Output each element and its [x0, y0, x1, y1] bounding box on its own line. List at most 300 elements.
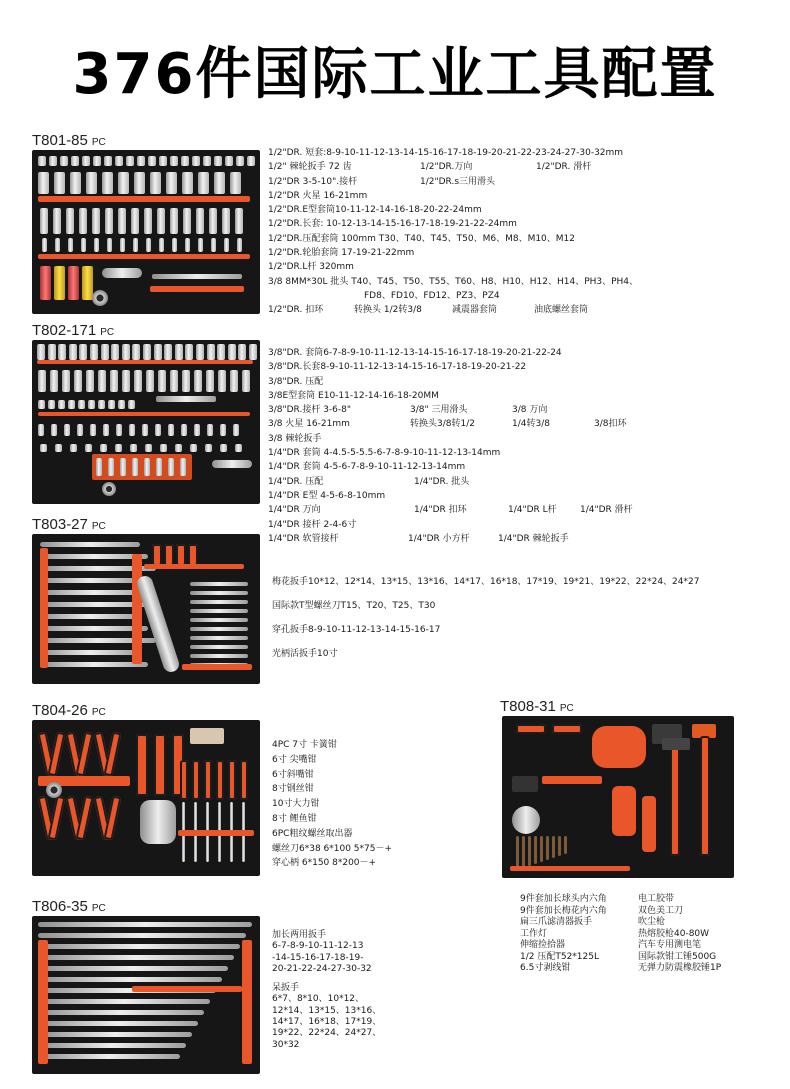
combination-wrench — [40, 542, 140, 547]
tool-tray-image-t804 — [32, 720, 260, 876]
bit — [132, 458, 138, 476]
long-socket — [105, 208, 113, 234]
short-socket — [225, 156, 233, 166]
deep-socket — [70, 172, 81, 194]
wrench-rail — [38, 940, 48, 1064]
socket — [69, 344, 77, 360]
combination-wrench — [40, 578, 140, 583]
spec-line: 梅花扳手10*12、12*14、13*15、13*16、14*17、16*18、17*19、19*21、19*22、22*24、24*27 — [272, 577, 700, 587]
spec-line: 9件套加长梅花内六角 — [520, 905, 607, 916]
combination-wrench — [38, 1010, 204, 1015]
socket — [122, 344, 130, 360]
long-socket — [131, 208, 139, 234]
spec-list-t808-col1 — [520, 894, 607, 975]
section-code: T808-31 — [500, 698, 556, 715]
spec-line: 电工胶带 — [638, 894, 675, 904]
spec-line: 1/4"DR E型 4-5-6-8-10mm — [268, 490, 386, 501]
deep-socket — [218, 370, 226, 392]
small-socket — [68, 400, 75, 409]
small-socket — [48, 400, 55, 409]
socket — [238, 344, 246, 360]
spec-line: 3/8 棘轮扳手 — [268, 433, 322, 444]
hex-key — [540, 836, 543, 862]
bit — [142, 424, 148, 436]
breaker-bar — [152, 274, 242, 279]
short-socket — [137, 156, 145, 166]
spec-line: 8寸 鲤鱼钳 — [272, 813, 317, 824]
deep-socket — [146, 370, 154, 392]
logo-badge — [46, 782, 62, 798]
mini-socket — [175, 444, 182, 452]
bit — [116, 424, 122, 436]
combination-wrench — [38, 1032, 192, 1037]
bit — [90, 424, 96, 436]
short-socket — [38, 156, 46, 166]
section-header-t801 — [32, 132, 106, 149]
small-socket — [98, 400, 105, 409]
screwdriver-handle — [228, 760, 236, 800]
spec-line: 6-7-8-9-10-11-12-13 — [272, 941, 364, 952]
impact-socket — [40, 266, 51, 300]
short-socket — [49, 156, 57, 166]
socket — [196, 344, 204, 360]
wrench-rail — [40, 548, 48, 668]
short-socket — [214, 156, 222, 166]
t-handle-driver — [188, 544, 198, 566]
small-socket — [128, 400, 135, 409]
punch-wrench — [190, 582, 248, 586]
bit-socket — [42, 238, 47, 252]
hex-key — [534, 836, 537, 864]
spec-line: 3/8 8MM*30L 批头 T40、T45、T50、T55、T60、H8、H10、H12、H14、PH3、PH4、 — [268, 276, 639, 287]
punch-wrench — [190, 636, 248, 640]
spec-line: 1/2"DR. 扣环 转换头 1/2转3/8 减震器套筒 油底螺丝套筒 — [268, 305, 589, 316]
deep-socket — [86, 370, 94, 392]
section-header-t808 — [500, 698, 574, 715]
bit — [77, 424, 83, 436]
mini-socket — [220, 444, 227, 452]
small-socket — [58, 400, 65, 409]
socket — [48, 344, 56, 360]
section-header-t804 — [32, 702, 106, 719]
short-socket — [71, 156, 79, 166]
hex-key — [528, 836, 531, 866]
bit — [64, 424, 70, 436]
spec-line: 6PC粗纹螺丝取出器 — [272, 828, 353, 839]
deep-socket — [38, 370, 46, 392]
deep-socket — [134, 370, 142, 392]
combination-wrench — [38, 922, 252, 927]
long-socket — [183, 208, 191, 234]
combination-wrench — [38, 1021, 198, 1026]
deep-socket — [98, 370, 106, 392]
hex-key — [564, 836, 567, 854]
bit — [103, 424, 109, 436]
spec-list-t806 — [272, 930, 381, 1051]
extension-bar — [156, 396, 216, 402]
spec-line: 国际款T型螺丝刀T15、T20、T25、T30 — [272, 601, 436, 611]
spec-line: 吹尘枪 — [638, 917, 666, 927]
tool-tray-image-t801 — [32, 150, 260, 314]
long-socket — [235, 208, 243, 234]
tool-rail — [150, 286, 244, 292]
spec-line: -14-15-16-17-18-19- — [272, 952, 364, 963]
screwdriver-handle — [204, 760, 212, 800]
socket — [132, 344, 140, 360]
logo-badge — [102, 482, 116, 496]
hammer-head — [662, 738, 690, 750]
hex-key — [546, 836, 549, 860]
long-socket — [66, 208, 74, 234]
short-socket — [60, 156, 68, 166]
spec-line: 螺丝刀6*38 6*100 5*75－+ — [272, 843, 393, 854]
voltage-tester — [642, 796, 656, 852]
long-socket — [92, 208, 100, 234]
bit-socket — [94, 238, 99, 252]
spec-line: 6寸 尖嘴钳 — [272, 754, 317, 765]
deep-socket — [230, 172, 241, 194]
wrench-rail — [132, 554, 142, 664]
socket — [154, 344, 162, 360]
bit — [96, 458, 102, 476]
punch-wrench — [190, 609, 248, 613]
locking-plier — [140, 800, 176, 844]
bit-socket — [185, 238, 190, 252]
mini-socket — [130, 444, 137, 452]
spec-line: 6*7、8*10、10*12、 — [272, 994, 365, 1005]
combination-wrench — [40, 614, 140, 619]
tool-rail — [510, 866, 630, 871]
bit — [168, 424, 174, 436]
bit — [155, 424, 161, 436]
spec-line: 1/2"DR 火星 16-21mm — [268, 190, 368, 201]
long-socket — [53, 208, 61, 234]
section-code: T804-26 — [32, 702, 88, 719]
socket-rail — [37, 360, 253, 364]
impact-socket — [68, 266, 79, 300]
bit — [233, 424, 239, 436]
driver-rail — [178, 830, 254, 836]
spec-line: 1/4"DR 套筒 4-4.5-5-5.5-6-7-8-9-10-11-12-13-14mm — [268, 448, 501, 459]
socket — [37, 344, 45, 360]
tool-rail — [182, 664, 252, 670]
tool-tray-image-t806 — [32, 916, 260, 1074]
deep-socket — [166, 172, 177, 194]
deep-socket — [134, 172, 145, 194]
combination-wrench — [38, 944, 240, 949]
short-socket — [126, 156, 134, 166]
socket — [111, 344, 119, 360]
deep-socket — [198, 172, 209, 194]
bit — [129, 424, 135, 436]
punch-wrench — [190, 645, 248, 649]
mini-socket — [205, 444, 212, 452]
small-socket — [118, 400, 125, 409]
bit-socket — [68, 238, 73, 252]
deep-socket — [54, 172, 65, 194]
extractor-set — [190, 728, 224, 744]
hex-key — [522, 836, 525, 868]
spec-line: 19*22、22*24、24*27、 — [272, 1028, 382, 1039]
section-unit: PC — [100, 327, 115, 338]
deep-socket — [242, 370, 250, 392]
deep-socket — [194, 370, 202, 392]
short-socket — [82, 156, 90, 166]
spec-line: 3/8E型套筒 E10-11-12-14-16-18-20MM — [268, 390, 439, 401]
long-socket — [40, 208, 48, 234]
short-socket — [115, 156, 123, 166]
spec-line: 3/8"DR. 压配 — [268, 376, 324, 387]
punch-wrench — [190, 618, 248, 622]
deep-socket — [86, 172, 97, 194]
spec-list-t804 — [272, 738, 392, 871]
bit-socket — [133, 238, 138, 252]
bit-socket — [224, 238, 229, 252]
bit — [181, 424, 187, 436]
spec-line: 30*32 — [272, 1039, 300, 1050]
short-socket — [104, 156, 112, 166]
bit-holder — [92, 454, 192, 480]
combination-wrench — [38, 966, 228, 971]
spec-line: 穿孔扳手8-9-10-11-12-13-14-15-16-17 — [272, 625, 441, 635]
hex-key — [516, 836, 519, 870]
long-socket — [118, 208, 126, 234]
spec-line: 1/2"DR.E型套筒10-11-12-14-16-18-20-22-24mm — [268, 205, 482, 216]
t-handle-driver — [176, 544, 186, 566]
socket — [58, 344, 66, 360]
long-socket — [157, 208, 165, 234]
blow-gun — [612, 786, 636, 836]
socket — [175, 344, 183, 360]
deep-socket — [50, 370, 58, 392]
socket — [207, 344, 215, 360]
punch-wrench — [190, 627, 248, 631]
combination-wrench — [38, 977, 222, 982]
combination-wrench — [38, 999, 210, 1004]
spec-line: 9件套加长球头内六角 — [520, 894, 607, 904]
combination-wrench — [38, 1043, 186, 1048]
screwdriver-handle — [192, 760, 200, 800]
bit — [108, 458, 114, 476]
long-socket — [144, 208, 152, 234]
spec-line: 工作灯 — [520, 928, 548, 939]
long-socket — [170, 208, 178, 234]
mini-socket — [70, 444, 77, 452]
short-socket — [192, 156, 200, 166]
wire-stripper — [552, 724, 582, 734]
deep-socket — [118, 172, 129, 194]
bit-socket — [211, 238, 216, 252]
socket-rail — [38, 412, 250, 416]
tool-rail — [542, 776, 602, 784]
spec-line: 3/8"DR. 套筒6-7-8-9-10-11-12-13-14-15-16-17-18-19-20-21-22-24 — [268, 348, 562, 358]
section-code: T803-27 — [32, 516, 88, 533]
screwdriver-handle — [240, 760, 248, 800]
mallet-handle — [700, 736, 710, 856]
spec-line: FD8、FD10、FD12、PZ3、PZ4 — [364, 290, 500, 301]
spec-line: 3/8"DR.长套8-9-10-11-12-13-14-15-16-17-18-19-20-21-22 — [268, 362, 527, 373]
bit-socket — [172, 238, 177, 252]
short-socket — [181, 156, 189, 166]
section-unit: PC — [91, 903, 106, 914]
small-socket — [108, 400, 115, 409]
section-unit: PC — [91, 137, 106, 148]
deep-socket — [122, 370, 130, 392]
t-handle-driver — [164, 544, 174, 566]
deep-socket — [110, 370, 118, 392]
spec-line: 10寸大力钳 — [272, 799, 320, 810]
spec-line: 双色美工刀 — [638, 905, 684, 916]
spec-line: 6.5寸剥线钳 — [520, 963, 571, 973]
socket — [143, 344, 151, 360]
bit — [220, 424, 226, 436]
mini-socket — [160, 444, 167, 452]
spec-line: 4PC 7寸 卡簧钳 — [272, 740, 337, 750]
ratchet-wrench — [212, 460, 252, 468]
spec-line: 伸缩捡拾器 — [520, 940, 566, 950]
socket — [90, 344, 98, 360]
long-socket — [196, 208, 204, 234]
deep-socket — [158, 370, 166, 392]
deep-socket — [102, 172, 113, 194]
section-code: T801-85 — [32, 132, 88, 149]
page-title: 376件国际工业工具配置 — [72, 42, 718, 107]
spec-list-t802 — [268, 346, 633, 546]
bit-socket — [198, 238, 203, 252]
combination-wrench — [38, 1054, 180, 1059]
short-socket — [203, 156, 211, 166]
small-socket — [38, 400, 45, 409]
socket-rail — [38, 196, 250, 202]
socket — [217, 344, 225, 360]
bit-socket — [146, 238, 151, 252]
bit — [180, 458, 186, 476]
spec-line: 1/2"DR. 短套:8-9-10-11-12-13-14-15-16-17-18-19-20-21-22-23-24-27-30-32mm — [268, 148, 624, 158]
spec-line: 1/2"DR.轮胎套筒 17-19-21-22mm — [268, 248, 415, 259]
spec-list-t803 — [272, 570, 699, 666]
combination-wrench — [38, 955, 234, 960]
bit-socket — [237, 238, 242, 252]
mini-socket — [235, 444, 242, 452]
screwdriver-handle — [180, 760, 188, 800]
section-unit: PC — [91, 521, 106, 532]
hex-key — [558, 836, 561, 856]
punch-wrench — [190, 654, 248, 658]
spec-line: 1/4"DR 万向 1/4"DR 扣环 1/4"DR L杆 1/4"DR 滑杆 — [268, 505, 633, 516]
mini-socket — [85, 444, 92, 452]
spec-line: 无弹力防震橡胶锤1P — [638, 963, 722, 973]
mini-socket — [40, 444, 47, 452]
deep-socket — [74, 370, 82, 392]
spec-line: 呆扳手 — [272, 983, 300, 994]
short-socket — [236, 156, 244, 166]
section-code: T806-35 — [32, 898, 88, 915]
deep-socket — [230, 370, 238, 392]
deep-socket — [170, 370, 178, 392]
mini-socket — [190, 444, 197, 452]
small-socket — [88, 400, 95, 409]
socket — [164, 344, 172, 360]
spec-line: 加长两用扳手 — [272, 930, 327, 940]
spec-line: 1/2 压配T52*125L — [520, 951, 599, 962]
tool-tray-image-t808 — [502, 716, 734, 878]
bit — [144, 458, 150, 476]
bit-socket — [159, 238, 164, 252]
section-unit: PC — [559, 703, 574, 714]
section-header-t806 — [32, 898, 106, 915]
short-socket — [148, 156, 156, 166]
bit — [168, 458, 174, 476]
filter-wrench — [512, 806, 540, 834]
deep-socket — [182, 172, 193, 194]
tool-tray-image-t803 — [32, 534, 260, 684]
long-socket — [209, 208, 217, 234]
spec-line: 1/2" 棘轮扳手 72 齿 1/2"DR.万向 1/2"DR. 滑杆 — [268, 162, 592, 173]
bit — [51, 424, 57, 436]
t-handle-driver — [152, 544, 162, 566]
spec-line: 扁三爪滤清器扳手 — [520, 917, 593, 927]
spec-line: 1/4"DR 套筒 4-5-6-7-8-9-10-11-12-13-14mm — [268, 462, 466, 473]
section-header-t803 — [32, 516, 106, 533]
spec-line — [272, 975, 381, 983]
glue-gun — [592, 726, 646, 768]
spec-line: 3/8 火星 16-21mm 转换头3/8转1/2 1/4转3/8 3/8扣环 — [268, 419, 627, 430]
combination-wrench — [40, 650, 140, 655]
spec-line: 穿心柄 6*150 8*200－+ — [272, 858, 377, 869]
short-socket — [93, 156, 101, 166]
socket — [185, 344, 193, 360]
spec-line: 汽车专用测电笔 — [638, 940, 702, 950]
bit — [38, 424, 44, 436]
long-socket — [222, 208, 230, 234]
spec-list-t801 — [268, 146, 638, 318]
spec-line: 14*17、16*18、17*19、 — [272, 1017, 382, 1028]
short-socket — [247, 156, 255, 166]
bit-socket — [81, 238, 86, 252]
large-plier — [136, 734, 148, 796]
spec-line: 8寸钢丝钳 — [272, 784, 314, 795]
spec-line: 1/2"DR.L杆 320mm — [268, 262, 354, 273]
spec-line: 热熔胶枪40-80W — [638, 928, 710, 939]
hex-key — [552, 836, 555, 858]
short-socket — [159, 156, 167, 166]
bit — [207, 424, 213, 436]
spec-line: 国际款钳工锤500G — [638, 951, 717, 962]
socket — [249, 344, 257, 360]
deep-socket — [206, 370, 214, 392]
socket — [79, 344, 87, 360]
section-unit: PC — [91, 707, 106, 718]
bit-socket — [120, 238, 125, 252]
punch-wrench — [190, 600, 248, 604]
spec-line: 1/4"DR 接杆 2-4-6寸 — [268, 519, 357, 530]
wrench-rail — [132, 986, 242, 992]
spec-line: 12*14、13*15、13*16、 — [272, 1005, 382, 1016]
spec-line: 1/4"DR. 压配 1/4"DR. 批头 — [268, 476, 470, 487]
deep-socket — [150, 172, 161, 194]
wrench-rail — [242, 940, 252, 1064]
bit — [156, 458, 162, 476]
socket — [101, 344, 109, 360]
section-header-t802 — [32, 322, 114, 339]
tool-tray-image-t802 — [32, 340, 260, 504]
deep-socket — [38, 172, 49, 194]
bit-socket — [55, 238, 60, 252]
deep-socket — [214, 172, 225, 194]
mini-socket — [115, 444, 122, 452]
mini-socket — [55, 444, 62, 452]
short-socket — [170, 156, 178, 166]
